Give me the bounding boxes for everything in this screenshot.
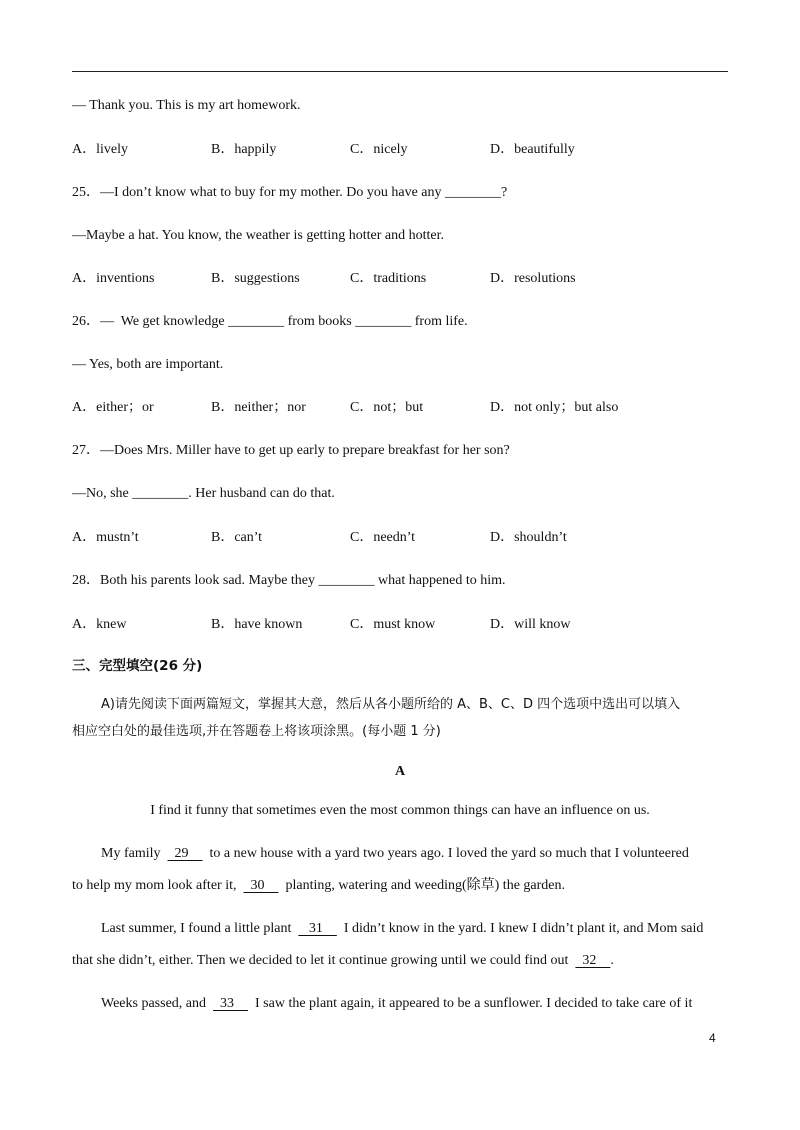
q25-reply: —Maybe a hat. You know, the weather is getting hotter and hotter. xyxy=(72,228,444,243)
passage-line: Weeks passed, and 33 I saw the plant again, it appeared to be a sunflower. I decided to take care of it xyxy=(101,996,693,1011)
q24-option-a: A．lively xyxy=(72,142,128,157)
blank-32: 32 xyxy=(575,953,611,968)
passage-title-line: I find it funny that sometimes even the most common things can have an influence on us. xyxy=(150,803,650,818)
q27-option-a: A．mustn’t xyxy=(72,530,139,545)
q26-question: 26．— We get knowledge ________ from books ________ from life. xyxy=(72,314,468,329)
q28-option-b: B．have known xyxy=(211,617,303,632)
q27-option-c: C．needn’t xyxy=(350,530,416,545)
q28-option-c: C．must know xyxy=(350,617,436,632)
q26-reply: — Yes, both are important. xyxy=(72,357,224,372)
instruction-line-1: A)请先阅读下面两篇短文，掌握其大意，然后从各小题所给的 A、B、C、D 四个选项中选出可以填入 xyxy=(101,697,681,712)
q24-option-d: D．beautifully xyxy=(490,142,575,157)
section-heading: 三、完型填空(26 分) xyxy=(72,658,203,674)
q25-question: 25．—I don’t know what to buy for my mother. Do you have any ________? xyxy=(72,185,508,200)
blank-29: 29 xyxy=(167,846,203,861)
q26-option-a: A．either；or xyxy=(72,400,154,415)
q26-option-c: C．not；but xyxy=(350,400,424,415)
q26-option-b: B．neither；nor xyxy=(211,400,306,415)
q27-reply: —No, she ________. Her husband can do that. xyxy=(72,486,335,501)
passage-line: My family 29 to a new house with a yard two years ago. I loved the yard so much that I volunteered xyxy=(101,846,689,861)
passage-line: to help my mom look after it, 30 planting, watering and weeding(除草) the garden. xyxy=(72,878,566,893)
q25-option-b: B．suggestions xyxy=(211,271,300,286)
q25-option-a: A．inventions xyxy=(72,271,155,286)
passage-line: that she didn’t, either. Then we decided to let it continue growing until we could find out 32 . xyxy=(72,953,614,968)
q27-option-d: D．shouldn’t xyxy=(490,530,567,545)
q27-question: 27．—Does Mrs. Miller have to get up early to prepare breakfast for her son? xyxy=(72,443,510,458)
q24-reply: — Thank you. This is my art homework. xyxy=(72,98,301,113)
q24-option-c: C．nicely xyxy=(350,142,408,157)
blank-33: 33 xyxy=(213,996,249,1011)
passage-line: Last summer, I found a little plant 31 I didn’t know in the yard. I knew I didn’t plant it, and Mom said xyxy=(101,921,704,936)
q27-option-b: B．can’t xyxy=(211,530,263,545)
blank-30: 30 xyxy=(243,878,279,893)
q28-option-d: D．will know xyxy=(490,617,571,632)
passage-label: A xyxy=(394,764,406,779)
page-number: 4 xyxy=(709,1031,716,1045)
header-rule xyxy=(72,71,728,72)
q25-option-d: D．resolutions xyxy=(490,271,576,286)
blank-31: 31 xyxy=(298,921,337,936)
q25-option-c: C．traditions xyxy=(350,271,427,286)
q28-option-a: A．knew xyxy=(72,617,127,632)
instruction-line-2: 相应空白处的最佳选项,并在答题卷上将该项涂黑。(每小题 1 分) xyxy=(72,724,441,739)
q28-question: 28．Both his parents look sad. Maybe they ________ what happened to him. xyxy=(72,573,506,588)
q26-option-d: D．not only；but also xyxy=(490,400,619,415)
q24-option-b: B．happily xyxy=(211,142,277,157)
